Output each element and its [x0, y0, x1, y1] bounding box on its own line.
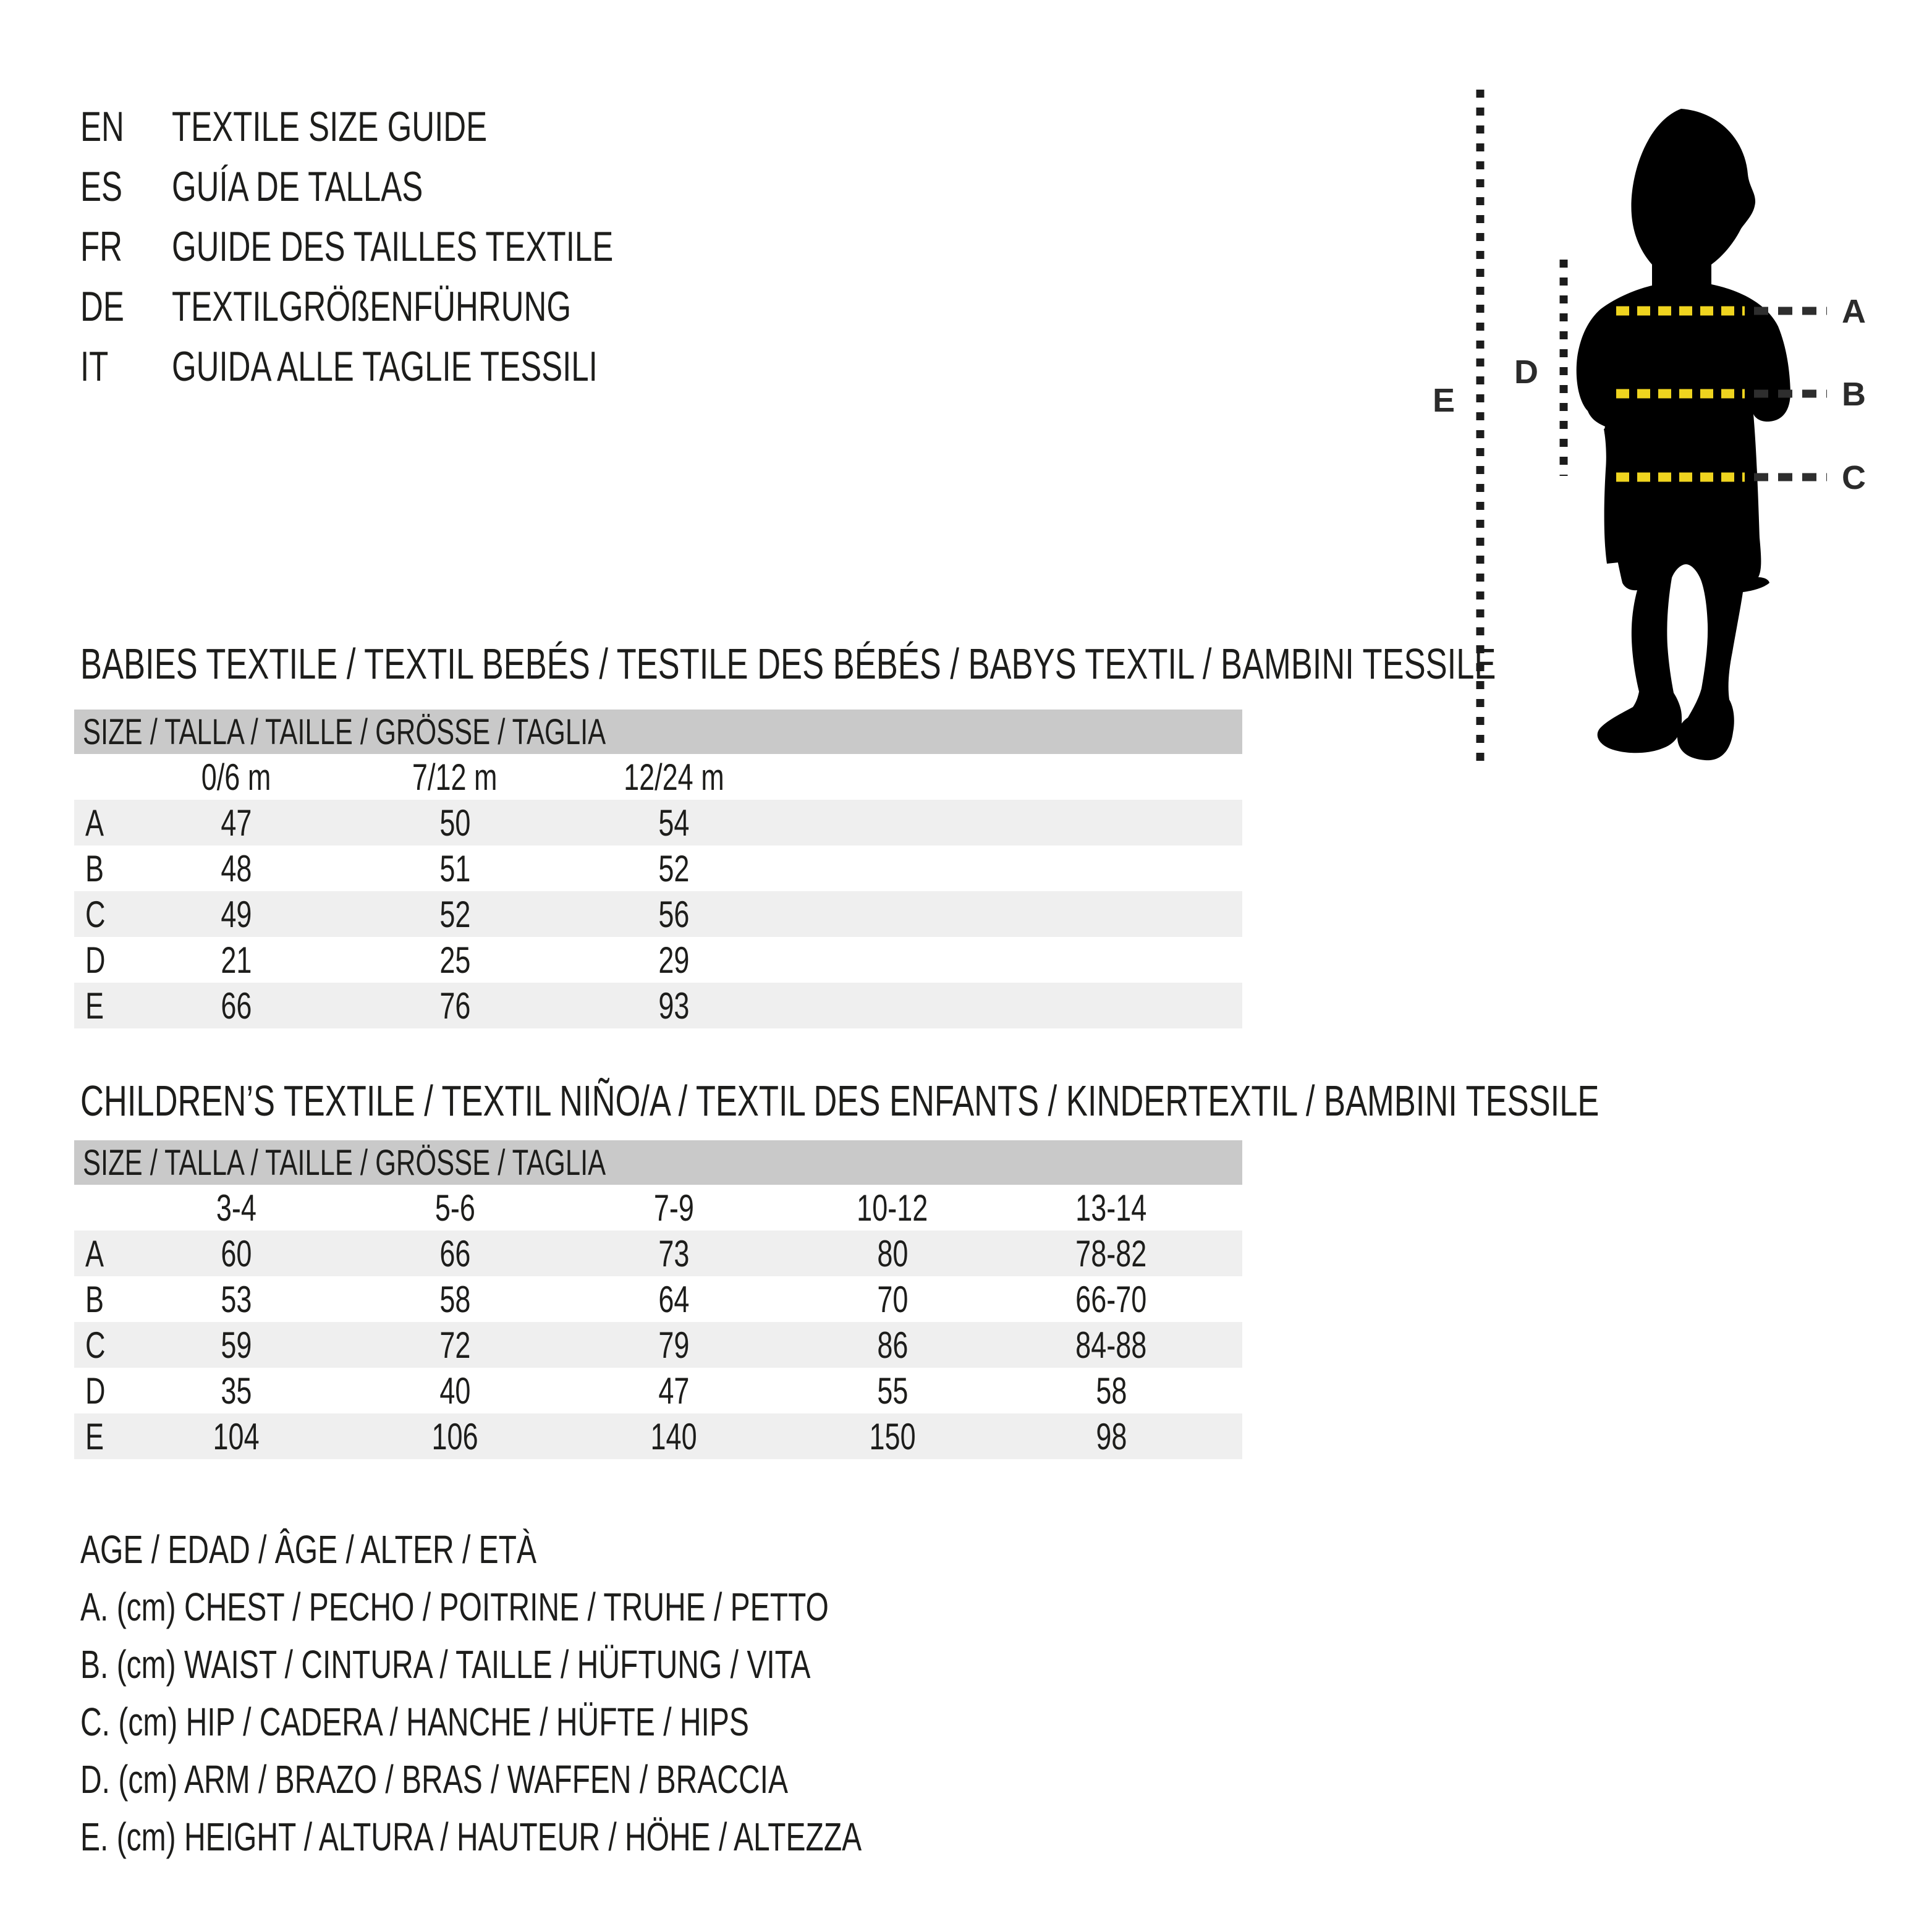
table-cell: 150 [869, 1415, 916, 1457]
row-label: B [85, 1278, 104, 1320]
row-label: C [85, 893, 106, 935]
language-title: TEXTILGRÖßENFÜHRUNG [172, 282, 572, 330]
table-cell: 56 [658, 893, 690, 935]
table-cell: 55 [876, 1370, 909, 1412]
row-label: D [85, 1370, 106, 1412]
table-cell: 25 [439, 939, 471, 981]
table-cell: 80 [876, 1232, 909, 1274]
column-header: 7/12 m [412, 756, 498, 798]
waist-label: B [1842, 376, 1866, 413]
table-cell: 48 [220, 847, 252, 889]
language-title: TEXTILE SIZE GUIDE [172, 103, 488, 150]
row-label: B [85, 847, 104, 889]
table-cell: 78-82 [1075, 1232, 1147, 1274]
babies-column-header-row [74, 754, 1242, 800]
table-cell: 35 [220, 1370, 252, 1412]
legend-line-waist: B. (cm) WAIST / CINTURA / TAILLE / HÜFTUNG / VITA [80, 1642, 811, 1687]
table-cell: 106 [431, 1415, 478, 1457]
table-cell: 52 [439, 893, 471, 935]
babies-section-heading: BABIES TEXTILE / TEXTIL BEBÉS / TESTILE DES BÉBÉS / BABYS TEXTIL / BAMBINI TESSILE [80, 640, 1496, 688]
table-cell: 64 [658, 1278, 690, 1320]
table-row [74, 1368, 1242, 1413]
table-row [74, 1322, 1242, 1368]
table-cell: 66-70 [1075, 1278, 1147, 1320]
table-row [74, 1413, 1242, 1459]
language-row-it [80, 336, 760, 396]
table-row [74, 1231, 1242, 1276]
table-cell: 51 [439, 847, 471, 889]
table-cell: 73 [658, 1232, 690, 1274]
table-row [74, 845, 1242, 891]
table-cell: 79 [658, 1324, 690, 1366]
chest-label: A [1842, 293, 1866, 330]
children-column-header-row [74, 1185, 1242, 1231]
table-cell: 21 [220, 939, 252, 981]
table-cell: 76 [439, 985, 471, 1027]
table-cell: 53 [220, 1278, 252, 1320]
row-label: E [85, 1415, 104, 1457]
measurement-legend [80, 1520, 1122, 1865]
table-row [74, 1276, 1242, 1322]
table-cell: 58 [439, 1278, 471, 1320]
language-code: EN [80, 103, 124, 150]
column-header: 0/6 m [201, 756, 271, 798]
row-label: A [85, 802, 104, 844]
column-header: 12/24 m [623, 756, 724, 798]
table-cell: 84-88 [1075, 1324, 1147, 1366]
language-row-de [80, 276, 760, 336]
table-cell: 140 [650, 1415, 697, 1457]
table-cell: 54 [658, 802, 690, 844]
legend-line-hip: C. (cm) HIP / CADERA / HANCHE / HÜFTE / HIPS [80, 1699, 749, 1744]
table-cell: 72 [439, 1324, 471, 1366]
table-cell: 47 [220, 802, 252, 844]
table-cell: 52 [658, 847, 690, 889]
table-cell: 50 [439, 802, 471, 844]
table-cell: 66 [220, 985, 252, 1027]
table-cell: 29 [658, 939, 690, 981]
language-title: GUIDA ALLE TAGLIE TESSILI [172, 342, 598, 390]
language-code: FR [80, 222, 122, 270]
language-row-fr [80, 216, 760, 276]
language-code: IT [80, 342, 109, 390]
size-header-label: SIZE / TALLA / TAILLE / GRÖSSE / TAGLIA [83, 1142, 606, 1183]
children-size-header-bar [74, 1140, 1242, 1185]
legend-line-arm: D. (cm) ARM / BRAZO / BRAS / WAFFEN / BRACCIA [80, 1756, 788, 1802]
row-label: C [85, 1324, 106, 1366]
legend-line-height: E. (cm) HEIGHT / ALTURA / HAUTEUR / HÖHE / ALTEZZA [80, 1814, 862, 1859]
babies-size-table [74, 710, 1242, 1028]
table-cell: 49 [220, 893, 252, 935]
column-header: 5-6 [434, 1187, 475, 1229]
table-cell: 70 [876, 1278, 909, 1320]
child-silhouette [1577, 109, 1790, 760]
row-label: E [85, 985, 104, 1027]
child-measurement-diagram [1409, 74, 1932, 803]
language-code: DE [80, 282, 124, 330]
language-title: GUIDE DES TAILLES TEXTILE [172, 222, 614, 270]
hip-label: C [1842, 459, 1866, 496]
language-row-es [80, 156, 760, 216]
language-title: GUÍA DE TALLAS [172, 163, 423, 210]
table-row [74, 983, 1242, 1028]
table-cell: 98 [1095, 1415, 1127, 1457]
column-header: 7-9 [653, 1187, 694, 1229]
children-size-table [74, 1140, 1242, 1459]
height-label: E [1433, 382, 1455, 419]
table-row [74, 891, 1242, 937]
column-header: 13-14 [1075, 1187, 1147, 1229]
table-cell: 86 [876, 1324, 909, 1366]
babies-size-header-bar [74, 710, 1242, 754]
row-label: D [85, 939, 106, 981]
column-header: 10-12 [857, 1187, 928, 1229]
legend-line-chest: A. (cm) CHEST / PECHO / POITRINE / TRUHE / PETTO [80, 1584, 829, 1629]
legend-line-age: AGE / EDAD / ÂGE / ALTER / ETÀ [80, 1527, 536, 1572]
arm-label: D [1514, 354, 1538, 391]
table-cell: 59 [220, 1324, 252, 1366]
language-row-en [80, 96, 760, 156]
table-cell: 47 [658, 1370, 690, 1412]
table-cell: 58 [1095, 1370, 1127, 1412]
row-label: A [85, 1232, 104, 1274]
table-row [74, 937, 1242, 983]
table-cell: 93 [658, 985, 690, 1027]
size-header-label: SIZE / TALLA / TAILLE / GRÖSSE / TAGLIA [83, 711, 606, 752]
column-header: 3-4 [216, 1187, 256, 1229]
table-cell: 60 [220, 1232, 252, 1274]
table-cell: 66 [439, 1232, 471, 1274]
children-section-heading: CHILDREN’S TEXTILE / TEXTIL NIÑO/A / TEXTIL DES ENFANTS / KINDERTEXTIL / BAMBINI TESSILE [80, 1077, 1599, 1125]
language-code: ES [80, 163, 123, 210]
table-row [74, 800, 1242, 845]
table-cell: 40 [439, 1370, 471, 1412]
table-cell: 104 [213, 1415, 260, 1457]
language-list [80, 96, 760, 396]
